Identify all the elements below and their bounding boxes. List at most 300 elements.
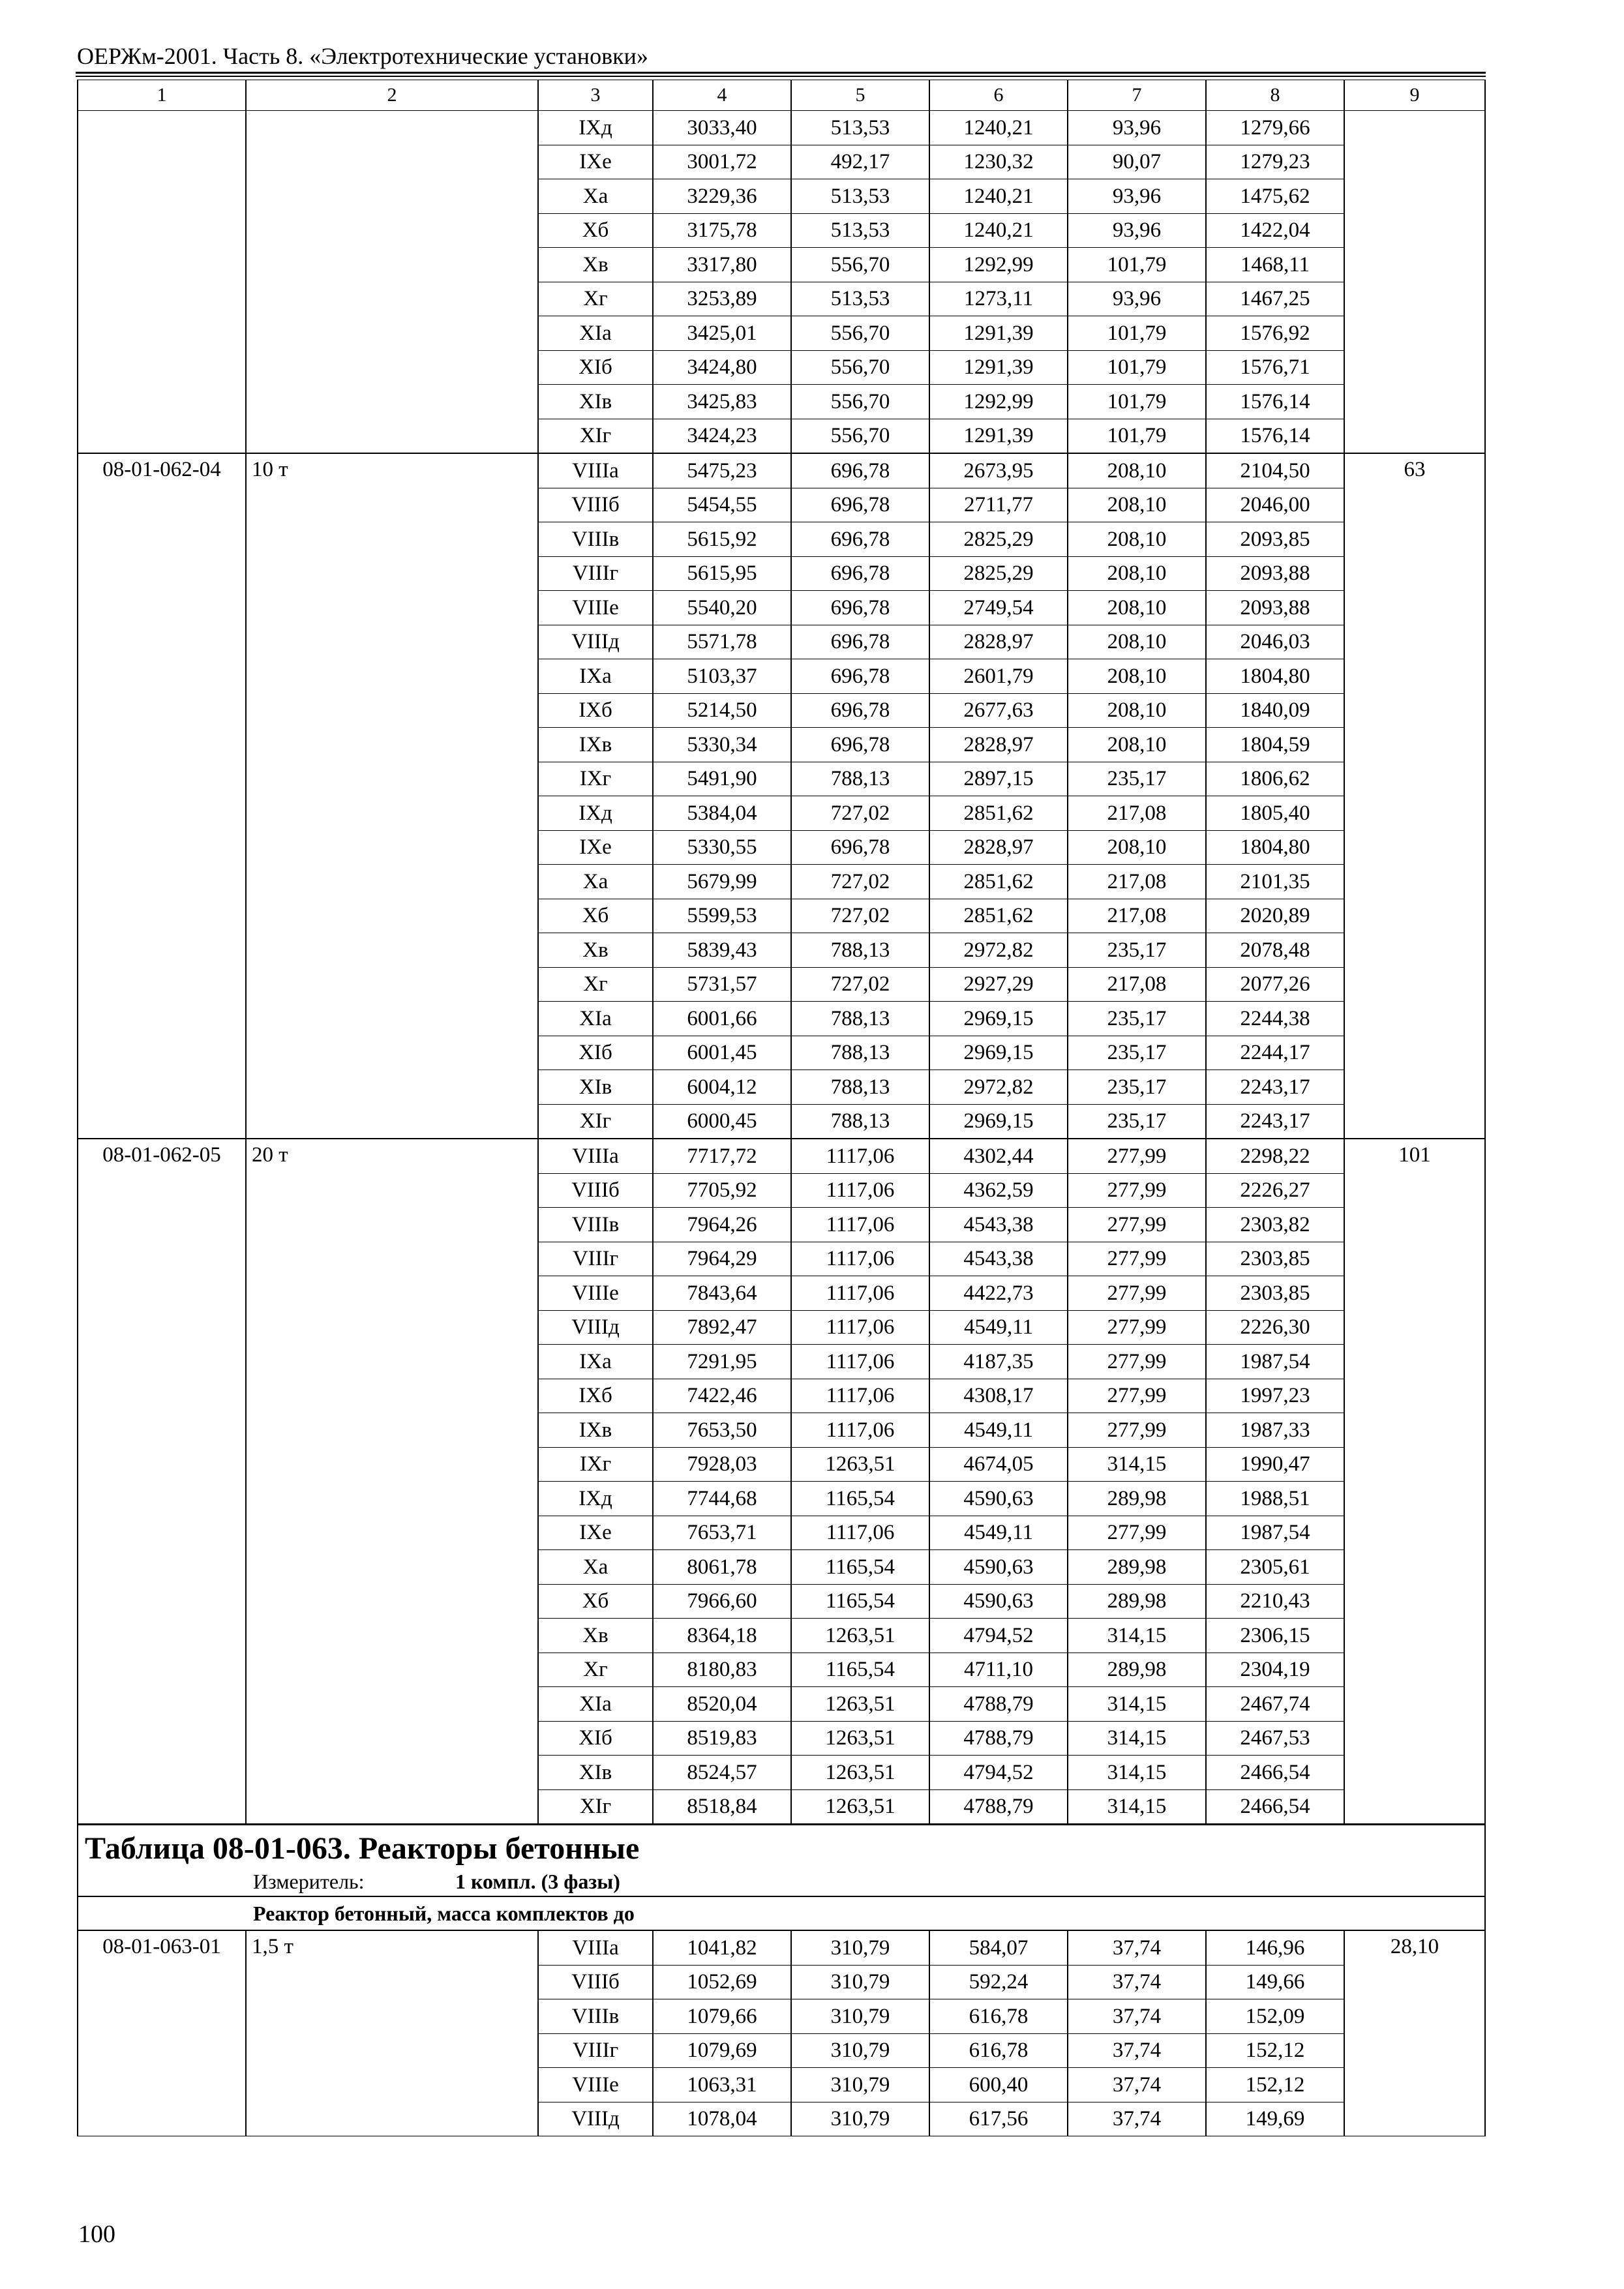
value-cell: 93,96	[1068, 213, 1206, 248]
value-cell: 93,96	[1068, 111, 1206, 145]
value-cell: 208,10	[1068, 453, 1206, 488]
value-cell: 6001,66	[653, 1002, 791, 1036]
value-cell: 1079,66	[653, 1999, 791, 2034]
value-cell: 2467,74	[1206, 1687, 1344, 1722]
value-cell: 1291,39	[929, 316, 1068, 351]
column-header: 7	[1068, 80, 1206, 111]
header-rule	[76, 72, 1486, 74]
value-cell: 7892,47	[653, 1310, 791, 1345]
value-cell: 584,07	[929, 1930, 1068, 1965]
value-cell: 7964,26	[653, 1208, 791, 1242]
value-cell: 3229,36	[653, 179, 791, 214]
value-cell: 314,15	[1068, 1619, 1206, 1653]
value-cell: 1279,23	[1206, 145, 1344, 179]
value-cell: 4674,05	[929, 1447, 1068, 1482]
value-cell: 101,79	[1068, 316, 1206, 351]
value-cell: 556,70	[791, 350, 929, 385]
value-cell: 788,13	[791, 1002, 929, 1036]
value-cell: 93,96	[1068, 282, 1206, 316]
value-cell: 556,70	[791, 316, 929, 351]
zone-cell: Xв	[538, 248, 653, 282]
value-cell: 696,78	[791, 488, 929, 522]
value-cell: 4788,79	[929, 1721, 1068, 1756]
value-cell: 314,15	[1068, 1447, 1206, 1482]
value-cell: 208,10	[1068, 556, 1206, 591]
column-header: 3	[538, 80, 653, 111]
value-cell: 513,53	[791, 179, 929, 214]
value-cell: 146,96	[1206, 1930, 1344, 1965]
meter-value: 1 компл. (3 фазы)	[455, 1870, 620, 1893]
value-cell: 4711,10	[929, 1653, 1068, 1687]
table-row	[78, 1930, 1485, 1965]
value-cell: 2046,00	[1206, 488, 1344, 522]
value-cell: 2101,35	[1206, 865, 1344, 899]
value-cell: 152,12	[1206, 2068, 1344, 2102]
value-cell: 101,79	[1068, 385, 1206, 419]
value-cell: 4362,59	[929, 1173, 1068, 1208]
value-cell: 2825,29	[929, 522, 1068, 557]
zone-cell: Xа	[538, 1550, 653, 1585]
zone-cell: VIIIе	[538, 2068, 653, 2102]
meter-row	[78, 1867, 1485, 1896]
value-cell: 3425,83	[653, 385, 791, 419]
column-header: 4	[653, 80, 791, 111]
value-cell: 277,99	[1068, 1242, 1206, 1276]
value-cell: 93,96	[1068, 179, 1206, 214]
value-cell: 1805,40	[1206, 796, 1344, 831]
value-cell: 2969,15	[929, 1002, 1068, 1036]
zone-cell: XIа	[538, 1002, 653, 1036]
value-cell: 8524,57	[653, 1756, 791, 1790]
value-cell: 2897,15	[929, 762, 1068, 796]
value-cell: 2466,54	[1206, 1789, 1344, 1825]
value-cell: 7744,68	[653, 1482, 791, 1516]
zone-cell: Xг	[538, 1653, 653, 1687]
zone-cell: Xг	[538, 967, 653, 1002]
value-cell: 1063,31	[653, 2068, 791, 2102]
value-cell: 310,79	[791, 1999, 929, 2034]
value-cell: 1990,47	[1206, 1447, 1344, 1482]
value-cell: 1263,51	[791, 1756, 929, 1790]
zone-cell: IXе	[538, 145, 653, 179]
value-cell: 4422,73	[929, 1276, 1068, 1311]
value-cell: 1117,06	[791, 1345, 929, 1379]
mass-value: 10 т	[246, 453, 538, 1139]
value-cell: 90,07	[1068, 145, 1206, 179]
zone-cell: VIIIв	[538, 1208, 653, 1242]
value-cell: 2467,53	[1206, 1721, 1344, 1756]
value-cell: 1052,69	[653, 1965, 791, 1999]
value-cell: 1117,06	[791, 1173, 929, 1208]
value-cell: 513,53	[791, 111, 929, 145]
value-cell: 5540,20	[653, 591, 791, 625]
meter-cell	[78, 1867, 1485, 1896]
value-cell: 1240,21	[929, 111, 1068, 145]
value-cell: 101,79	[1068, 248, 1206, 282]
value-cell: 217,08	[1068, 967, 1206, 1002]
mass-value: 1,5 т	[246, 1930, 538, 2136]
value-cell: 6001,45	[653, 1036, 791, 1070]
value-cell: 6000,45	[653, 1104, 791, 1139]
value-cell: 314,15	[1068, 1721, 1206, 1756]
zone-cell: VIIIа	[538, 453, 653, 488]
zone-cell: Xв	[538, 933, 653, 968]
value-cell: 1291,39	[929, 419, 1068, 453]
value-cell: 2226,27	[1206, 1173, 1344, 1208]
zone-cell: Xб	[538, 213, 653, 248]
value-cell: 2244,17	[1206, 1036, 1344, 1070]
value-cell: 1117,06	[791, 1276, 929, 1311]
value-cell: 2677,63	[929, 693, 1068, 728]
value-cell: 2711,77	[929, 488, 1068, 522]
zone-cell: Xб	[538, 1584, 653, 1619]
value-cell: 277,99	[1068, 1310, 1206, 1345]
value-cell: 1165,54	[791, 1482, 929, 1516]
zone-cell: Xа	[538, 865, 653, 899]
value-cell: 556,70	[791, 385, 929, 419]
value-cell: 8061,78	[653, 1550, 791, 1585]
value-cell: 37,74	[1068, 2033, 1206, 2068]
value-cell: 788,13	[791, 762, 929, 796]
value-cell: 2303,85	[1206, 1276, 1344, 1311]
value-cell: 696,78	[791, 728, 929, 762]
zone-cell: IXв	[538, 1413, 653, 1448]
value-cell: 1263,51	[791, 1789, 929, 1825]
value-cell: 600,40	[929, 2068, 1068, 2102]
value-cell: 2972,82	[929, 933, 1068, 968]
zone-cell: XIв	[538, 1756, 653, 1790]
value-cell: 2969,15	[929, 1104, 1068, 1139]
value-cell: 217,08	[1068, 865, 1206, 899]
value-cell: 1475,62	[1206, 179, 1344, 214]
value-cell: 4308,17	[929, 1379, 1068, 1413]
value-cell: 2046,03	[1206, 625, 1344, 659]
value-cell: 4543,38	[929, 1208, 1068, 1242]
value-cell: 235,17	[1068, 1036, 1206, 1070]
value-cell: 7717,72	[653, 1139, 791, 1173]
value-cell: 4788,79	[929, 1789, 1068, 1825]
col9-value: 63	[1344, 453, 1485, 1139]
value-cell: 289,98	[1068, 1584, 1206, 1619]
value-cell: 152,09	[1206, 1999, 1344, 2034]
value-cell: 37,74	[1068, 1965, 1206, 1999]
zone-cell: XIб	[538, 350, 653, 385]
value-cell: 727,02	[791, 967, 929, 1002]
value-cell: 2749,54	[929, 591, 1068, 625]
zone-cell: XIг	[538, 419, 653, 453]
value-cell: 7966,60	[653, 1584, 791, 1619]
value-cell: 2927,29	[929, 967, 1068, 1002]
value-cell: 1291,39	[929, 350, 1068, 385]
rate-code: 08-01-062-05	[78, 1139, 246, 1825]
value-cell: 217,08	[1068, 899, 1206, 933]
value-cell: 1165,54	[791, 1550, 929, 1585]
value-cell: 696,78	[791, 453, 929, 488]
value-cell: 1117,06	[791, 1379, 929, 1413]
value-cell: 2601,79	[929, 659, 1068, 694]
value-cell: 1117,06	[791, 1242, 929, 1276]
zone-cell: XIб	[538, 1036, 653, 1070]
value-cell: 37,74	[1068, 1999, 1206, 2034]
value-cell: 2972,82	[929, 1070, 1068, 1105]
value-cell: 277,99	[1068, 1516, 1206, 1550]
zone-cell: XIг	[538, 1104, 653, 1139]
value-cell: 289,98	[1068, 1482, 1206, 1516]
zone-cell: VIIIе	[538, 591, 653, 625]
column-header: 6	[929, 80, 1068, 111]
table-title: Таблица 08-01-063. Реакторы бетонные	[78, 1825, 1485, 1868]
value-cell: 1117,06	[791, 1310, 929, 1345]
value-cell: 277,99	[1068, 1173, 1206, 1208]
value-cell: 3253,89	[653, 282, 791, 316]
value-cell: 788,13	[791, 1036, 929, 1070]
zone-cell: Xб	[538, 899, 653, 933]
value-cell: 1467,25	[1206, 282, 1344, 316]
value-cell: 5615,95	[653, 556, 791, 591]
rate-code: 08-01-062-04	[78, 453, 246, 1139]
value-cell: 1987,54	[1206, 1516, 1344, 1550]
value-cell: 310,79	[791, 2102, 929, 2136]
value-cell: 1576,14	[1206, 419, 1344, 453]
value-cell: 1078,04	[653, 2102, 791, 2136]
zone-cell: XIа	[538, 1687, 653, 1722]
mass-value: 20 т	[246, 1139, 538, 1825]
value-cell: 208,10	[1068, 659, 1206, 694]
value-cell: 727,02	[791, 899, 929, 933]
value-cell: 1263,51	[791, 1721, 929, 1756]
value-cell: 2828,97	[929, 728, 1068, 762]
value-cell: 310,79	[791, 1930, 929, 1965]
value-cell: 1117,06	[791, 1139, 929, 1173]
value-cell: 4788,79	[929, 1687, 1068, 1722]
value-cell: 101,79	[1068, 419, 1206, 453]
zone-cell: VIIIб	[538, 1965, 653, 1999]
zone-cell: VIIIа	[538, 1139, 653, 1173]
value-cell: 1987,33	[1206, 1413, 1344, 1448]
value-cell: 2244,38	[1206, 1002, 1344, 1036]
value-cell: 1804,59	[1206, 728, 1344, 762]
value-cell: 1997,23	[1206, 1379, 1344, 1413]
zone-cell: VIIIб	[538, 488, 653, 522]
value-cell: 2305,61	[1206, 1550, 1344, 1585]
value-cell: 1230,32	[929, 145, 1068, 179]
value-cell: 2851,62	[929, 865, 1068, 899]
value-cell: 696,78	[791, 830, 929, 865]
value-cell: 5214,50	[653, 693, 791, 728]
value-cell: 310,79	[791, 1965, 929, 1999]
value-cell: 2104,50	[1206, 453, 1344, 488]
value-cell: 6004,12	[653, 1070, 791, 1105]
value-cell: 1117,06	[791, 1516, 929, 1550]
value-cell: 149,66	[1206, 1965, 1344, 1999]
value-cell: 727,02	[791, 865, 929, 899]
value-cell: 727,02	[791, 796, 929, 831]
value-cell: 2825,29	[929, 556, 1068, 591]
zone-cell: IXе	[538, 830, 653, 865]
meter-label: Измеритель:	[253, 1870, 365, 1893]
value-cell: 1240,21	[929, 179, 1068, 214]
header-rule-thin	[76, 76, 1486, 77]
value-cell: 235,17	[1068, 762, 1206, 796]
value-cell: 1117,06	[791, 1413, 929, 1448]
value-cell: 1422,04	[1206, 213, 1344, 248]
value-cell: 7291,95	[653, 1345, 791, 1379]
value-cell: 4549,11	[929, 1310, 1068, 1345]
value-cell: 2851,62	[929, 899, 1068, 933]
col9-value: 101	[1344, 1139, 1485, 1825]
value-cell: 2093,88	[1206, 591, 1344, 625]
value-cell: 8518,84	[653, 1789, 791, 1825]
value-cell: 4590,63	[929, 1550, 1068, 1585]
value-cell: 4549,11	[929, 1413, 1068, 1448]
value-cell: 5679,99	[653, 865, 791, 899]
value-cell: 7422,46	[653, 1379, 791, 1413]
value-cell: 208,10	[1068, 830, 1206, 865]
value-cell: 556,70	[791, 419, 929, 453]
value-cell: 208,10	[1068, 693, 1206, 728]
value-cell: 5475,23	[653, 453, 791, 488]
value-cell: 788,13	[791, 1104, 929, 1139]
table-title-row	[78, 1825, 1485, 1868]
value-cell: 1840,09	[1206, 693, 1344, 728]
value-cell: 2243,17	[1206, 1070, 1344, 1105]
zone-cell: IXд	[538, 796, 653, 831]
value-cell: 1041,82	[653, 1930, 791, 1965]
value-cell: 1576,92	[1206, 316, 1344, 351]
value-cell: 5491,90	[653, 762, 791, 796]
value-cell: 7653,71	[653, 1516, 791, 1550]
value-cell: 2226,30	[1206, 1310, 1344, 1345]
zone-cell: IXг	[538, 762, 653, 796]
zone-cell: Xа	[538, 179, 653, 214]
value-cell: 2969,15	[929, 1036, 1068, 1070]
value-cell: 696,78	[791, 659, 929, 694]
zone-cell: VIIIг	[538, 2033, 653, 2068]
zone-cell: Xв	[538, 1619, 653, 1653]
value-cell: 37,74	[1068, 2102, 1206, 2136]
value-cell: 2306,15	[1206, 1619, 1344, 1653]
value-cell: 1988,51	[1206, 1482, 1344, 1516]
value-cell: 1806,62	[1206, 762, 1344, 796]
value-cell: 208,10	[1068, 522, 1206, 557]
zone-cell: VIIIа	[538, 1930, 653, 1965]
zone-cell: VIIIв	[538, 522, 653, 557]
value-cell: 8364,18	[653, 1619, 791, 1653]
zone-cell: Xг	[538, 282, 653, 316]
value-cell: 208,10	[1068, 488, 1206, 522]
value-cell: 1117,06	[791, 1208, 929, 1242]
value-cell: 2210,43	[1206, 1584, 1344, 1619]
value-cell: 7705,92	[653, 1173, 791, 1208]
value-cell: 289,98	[1068, 1653, 1206, 1687]
zone-cell: VIIIд	[538, 2102, 653, 2136]
value-cell: 513,53	[791, 282, 929, 316]
zone-cell: XIв	[538, 1070, 653, 1105]
value-cell: 1165,54	[791, 1653, 929, 1687]
value-cell: 1240,21	[929, 213, 1068, 248]
value-cell: 1576,71	[1206, 350, 1344, 385]
zone-cell: VIIIг	[538, 556, 653, 591]
value-cell: 314,15	[1068, 1789, 1206, 1825]
value-cell: 5330,55	[653, 830, 791, 865]
zone-cell: VIIIд	[538, 625, 653, 659]
value-cell: 235,17	[1068, 1002, 1206, 1036]
value-cell: 1468,11	[1206, 248, 1344, 282]
value-cell: 696,78	[791, 693, 929, 728]
zone-cell: IXе	[538, 1516, 653, 1550]
value-cell: 2243,17	[1206, 1104, 1344, 1139]
value-cell: 3424,80	[653, 350, 791, 385]
value-cell: 4549,11	[929, 1516, 1068, 1550]
value-cell: 101,79	[1068, 350, 1206, 385]
value-cell: 289,98	[1068, 1550, 1206, 1585]
value-cell: 556,70	[791, 248, 929, 282]
value-cell: 1987,54	[1206, 1345, 1344, 1379]
value-cell: 1079,69	[653, 2033, 791, 2068]
value-cell: 7653,50	[653, 1413, 791, 1448]
value-cell: 2828,97	[929, 625, 1068, 659]
col9-cell	[1344, 111, 1485, 454]
zone-cell: XIа	[538, 316, 653, 351]
value-cell: 2298,22	[1206, 1139, 1344, 1173]
column-header: 8	[1206, 80, 1344, 111]
value-cell: 1292,99	[929, 385, 1068, 419]
value-cell: 310,79	[791, 2068, 929, 2102]
value-cell: 696,78	[791, 556, 929, 591]
value-cell: 1273,11	[929, 282, 1068, 316]
value-cell: 788,13	[791, 1070, 929, 1105]
value-cell: 2020,89	[1206, 899, 1344, 933]
value-cell: 4794,52	[929, 1619, 1068, 1653]
zone-cell: IXд	[538, 111, 653, 145]
page-number: 100	[78, 2221, 115, 2248]
value-cell: 37,74	[1068, 1930, 1206, 1965]
column-header: 2	[246, 80, 538, 111]
value-cell: 8519,83	[653, 1721, 791, 1756]
table-row	[78, 453, 1485, 488]
value-cell: 616,78	[929, 1999, 1068, 2034]
rate-code: 08-01-063-01	[78, 1930, 246, 2136]
value-cell: 4543,38	[929, 1242, 1068, 1276]
value-cell: 2851,62	[929, 796, 1068, 831]
value-cell: 1576,14	[1206, 385, 1344, 419]
zone-cell: XIб	[538, 1721, 653, 1756]
value-cell: 1263,51	[791, 1619, 929, 1653]
running-header: ОЕРЖм-2001. Часть 8. «Электротехнические установки»	[77, 43, 648, 69]
value-cell: 1804,80	[1206, 830, 1344, 865]
value-cell: 235,17	[1068, 1070, 1206, 1105]
value-cell: 208,10	[1068, 625, 1206, 659]
zone-cell: IXг	[538, 1447, 653, 1482]
value-cell: 3425,01	[653, 316, 791, 351]
mass-cell	[246, 111, 538, 454]
value-cell: 617,56	[929, 2102, 1068, 2136]
value-cell: 217,08	[1068, 796, 1206, 831]
value-cell: 3175,78	[653, 213, 791, 248]
value-cell: 277,99	[1068, 1413, 1206, 1448]
zone-cell: VIIIб	[538, 1173, 653, 1208]
zone-cell: VIIIе	[538, 1276, 653, 1311]
col9-value: 28,10	[1344, 1930, 1485, 2136]
value-cell: 3001,72	[653, 145, 791, 179]
value-cell: 2673,95	[929, 453, 1068, 488]
value-cell: 1263,51	[791, 1447, 929, 1482]
value-cell: 208,10	[1068, 591, 1206, 625]
value-cell: 2466,54	[1206, 1756, 1344, 1790]
value-cell: 1165,54	[791, 1584, 929, 1619]
value-cell: 2078,48	[1206, 933, 1344, 968]
value-cell: 277,99	[1068, 1345, 1206, 1379]
